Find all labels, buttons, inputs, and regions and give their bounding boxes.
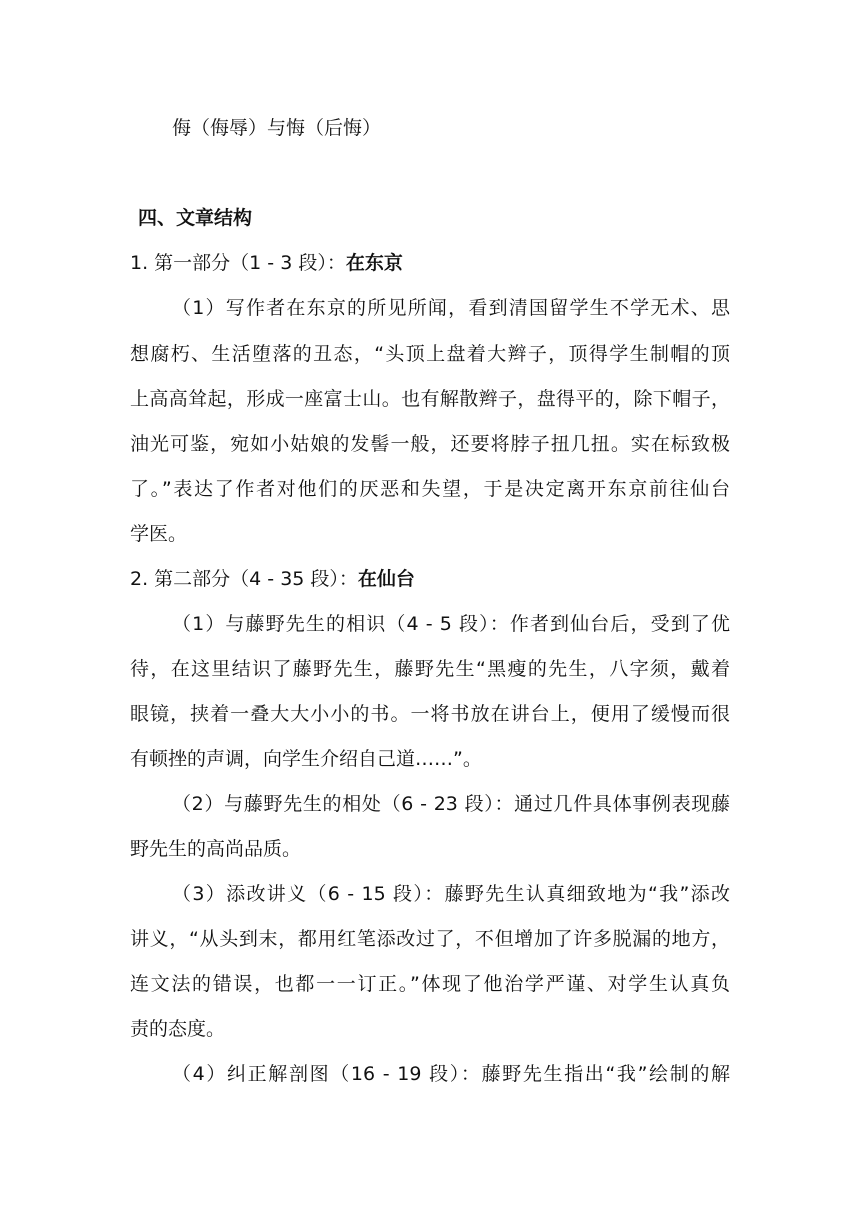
intro-line: 侮（侮辱）与悔（后悔） (172, 117, 382, 139)
part2-para1-line-4: 有顿挫的声调，向学生介绍自己道……”。 (130, 748, 482, 770)
part1-para1-line-5: 了。”表达了作者对他们的厌恶和失望，于是决定离开东京前往仙台 (130, 478, 730, 500)
part1-para1-line-3: 上高高耸起，形成一座富士山。也有解散辫子，盘得平的，除下帽子， (130, 388, 730, 410)
part2-para1-line-1: （1）与藤野先生的相识（4 - 5 段）：作者到仙台后，受到了优 (172, 613, 730, 635)
part2-para3-line-2: 讲义，“从头到末，都用红笔添改过了，不但增加了许多脱漏的地方， (130, 928, 730, 950)
part1-title: 在东京 (345, 252, 403, 274)
part2-para1-line-3: 眼镜，挟着一叠大大小小的书。一将书放在讲台上，便用了缓慢而很 (130, 703, 730, 725)
part1-para1-line-4: 油光可鉴，宛如小姑娘的发髻一般，还要将脖子扭几扭。实在标致极 (130, 433, 730, 455)
part2-para2-line-2: 野先生的高尚品质。 (130, 838, 302, 860)
part2-para1-line-2: 待，在这里结识了藤野先生，藤野先生“黑瘦的先生，八字须，戴着 (130, 658, 730, 680)
part2-para3-line-1: （3）添改讲义（6 - 15 段）：藤野先生认真细致地为“我”添改 (172, 883, 730, 905)
part1-para1-line-6: 学医。 (130, 523, 188, 545)
part2-title: 在仙台 (357, 568, 415, 590)
part2-heading (130, 567, 415, 591)
part2-para2-line-1: （2）与藤野先生的相处（6 - 23 段）：通过几件具体事例表现藤 (172, 793, 730, 815)
part1-para1-line-2: 想腐朽、生活堕落的丑态，“头顶上盘着大辫子，顶得学生制帽的顶 (130, 343, 730, 365)
part2-para4-line-1: （4）纠正解剖图（16 - 19 段）：藤野先生指出“我”绘制的解 (172, 1063, 730, 1085)
part1-para1-line-1: （1）写作者在东京的所见所闻，看到清国留学生不学无术、思 (172, 297, 730, 319)
part1-heading (130, 251, 403, 275)
part1-prefix: 1. 第一部分（1 - 3 段）： (130, 252, 346, 274)
part2-prefix: 2. 第二部分（4 - 35 段）： (130, 568, 358, 590)
part2-para3-line-3: 连文法的错误，也都一一订正。”体现了他治学严谨、对学生认真负 (130, 973, 730, 995)
part2-para3-line-4: 责的态度。 (130, 1018, 226, 1040)
section-heading: 四、文章结构 (138, 207, 253, 229)
